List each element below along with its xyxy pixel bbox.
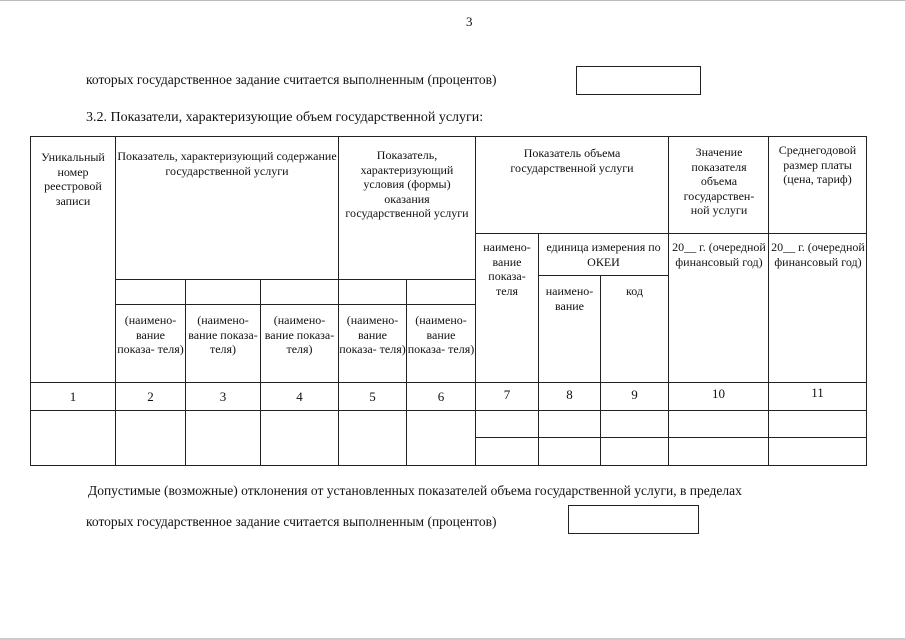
header-volume-indicator: Показатель объема государственной услуги (510, 146, 634, 175)
col-number-3: 3 (219, 389, 227, 404)
col-number-2: 2 (147, 389, 154, 404)
sub-name-indicator-4: (наимено- вание показа- теля) (339, 313, 406, 356)
data-cell-3[interactable] (186, 411, 260, 465)
col-number-4: 4 (296, 389, 303, 404)
header-content-indicator: Показатель, характеризующий содержание государственной услуги (117, 149, 337, 178)
header-conditions-indicator: Показатель, характеризующий условия (формы) оказания государственной услуги (345, 148, 469, 220)
col-number-9: 9 (631, 387, 638, 402)
year-value-header: 20__ г. (очередной финансовый год) (672, 240, 766, 269)
top-percent-field[interactable] (576, 66, 701, 95)
year-fee-header: 20__ г. (очередной финансовый год) (771, 240, 865, 269)
okei-code-header: код (626, 284, 643, 298)
sub-name-indicator-3: (наимено- вание показа- теля) (264, 313, 335, 356)
top-line-text: которых государственное задание считается выполненным (процентов) (86, 72, 497, 87)
col-number-7: 7 (503, 387, 511, 402)
page-top-edge (0, 0, 905, 1)
data-cell-2[interactable] (116, 411, 185, 465)
col-number-8: 8 (566, 387, 573, 402)
okei-name-header: наимено- вание (545, 284, 594, 313)
bottom-line-1: Допустимые (возможные) отклонения от установленных показателей объема государственной услуги, в пределах (88, 483, 742, 498)
data-cell-registry[interactable] (31, 411, 115, 465)
page-number: 3 (466, 14, 473, 29)
section-heading: 3.2. Показатели, характеризующие объем государственной услуги: (86, 110, 484, 125)
data-cell-6[interactable] (407, 411, 475, 465)
bottom-line-2: которых государственное задание считается выполненным (процентов) (86, 514, 497, 529)
col-number-6: 6 (437, 389, 445, 404)
col-number-10: 10 (712, 386, 725, 401)
col-number-1: 1 (69, 389, 77, 404)
sub-name-indicator-1: (наимено- вание показа- теля) (117, 313, 184, 356)
bottom-percent-field[interactable] (568, 505, 699, 534)
sub-name-indicator-5: (наимено- вание показа- теля) (407, 313, 475, 356)
col-number-5: 5 (369, 389, 376, 404)
header-volume-value: Значение показателя объема государствен- ной услуги (683, 145, 755, 217)
sub-name-indicator-2: (наимено- вание показа- теля) (188, 313, 258, 356)
header-average-fee: Среднегодовой размер платы (цена, тариф) (778, 143, 857, 186)
okei-unit-header: единица измерения по ОКЕИ (546, 240, 661, 269)
data-cell-5[interactable] (339, 411, 406, 465)
data-cell-4[interactable] (261, 411, 338, 465)
col-number-11: 11 (811, 385, 824, 400)
header-registry-number: Уникальный номер реестровой записи (41, 150, 105, 208)
volume-name-indicator: наимено- вание показа- теля (483, 240, 531, 298)
